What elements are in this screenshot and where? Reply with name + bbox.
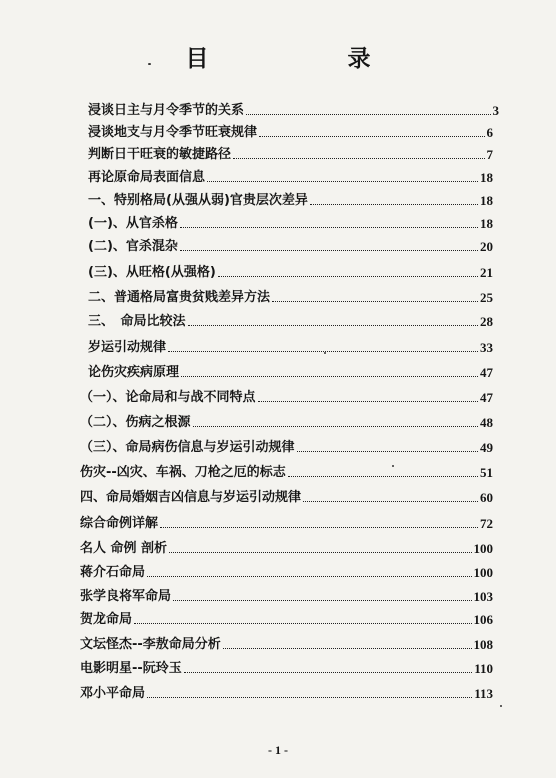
dot-leader xyxy=(259,136,484,137)
toc-entry xyxy=(80,586,493,604)
dot-leader xyxy=(303,501,478,502)
toc-entry xyxy=(80,437,493,455)
toc-entry-label: （一）、论命局和与战不同特点 xyxy=(80,390,256,405)
toc-entry-label: 邓小平命局 xyxy=(80,686,146,701)
toc-entry-label: 电影明星--阮玲玉 xyxy=(80,661,182,676)
toc-entry-label: (一)、从官杀格 xyxy=(88,216,178,231)
toc-entry-page: 20 xyxy=(480,239,493,254)
toc-entry-page: 106 xyxy=(473,612,493,627)
toc-entry-page: 51 xyxy=(480,465,493,480)
toc-entry-page: 6 xyxy=(486,125,493,140)
dot-leader xyxy=(168,351,478,352)
toc-entry-label: 浸谈地支与月令季节旺衰规律 xyxy=(88,125,258,140)
toc-entry xyxy=(88,190,493,208)
toc-entry xyxy=(80,609,493,627)
toc-entry xyxy=(88,311,493,329)
dot-leader xyxy=(258,401,478,402)
dot-leader xyxy=(181,376,478,377)
toc-entry-page: 3 xyxy=(492,103,499,118)
toc-entry-label: 伤灾--凶灾、车祸、刀枪之厄的标志 xyxy=(80,465,286,480)
toc-entry xyxy=(80,412,493,430)
dot-leader xyxy=(147,576,471,577)
dot-leader xyxy=(310,204,478,205)
dot-leader xyxy=(188,325,478,326)
page-number: - 1 - xyxy=(268,743,288,757)
toc-entry-label: 论伤灾疾病原理 xyxy=(88,365,180,380)
toc-entry-page: 49 xyxy=(480,440,493,455)
scan-speck xyxy=(148,63,151,65)
toc-entry-label: 蒋介石命局 xyxy=(80,565,146,580)
toc-entry xyxy=(88,262,493,280)
toc-entry-page: 110 xyxy=(474,661,493,676)
toc-entry xyxy=(88,100,499,118)
toc-entry-page: 100 xyxy=(473,565,493,580)
toc-entry xyxy=(88,287,493,305)
toc-entry-page: 21 xyxy=(480,265,493,280)
toc-entry-page: 72 xyxy=(480,516,493,531)
toc-entry xyxy=(88,337,493,355)
toc-entry xyxy=(88,167,493,185)
toc-entry-label: 一、特别格局(从强从弱)官贵层次差异 xyxy=(88,193,308,208)
toc-entry xyxy=(88,144,493,162)
toc-entry-label: (三)、从旺格(从强格) xyxy=(88,265,216,280)
dot-leader xyxy=(173,600,471,601)
toc-entry-label: （二）、伤病之根源 xyxy=(80,415,191,430)
toc-entry xyxy=(80,487,493,505)
dot-leader xyxy=(180,227,478,228)
dot-leader xyxy=(223,648,472,649)
toc-entry xyxy=(80,562,493,580)
toc-entry xyxy=(88,362,493,380)
toc-entry-label: (二)、官杀混杂 xyxy=(88,239,178,254)
toc-entry xyxy=(80,513,493,531)
toc-entry-page: 25 xyxy=(480,290,493,305)
toc-entry-label: （三）、命局病伤信息与岁运引动规律 xyxy=(80,440,295,455)
toc-entry-page: 33 xyxy=(480,340,493,355)
toc-entry xyxy=(80,658,493,676)
dot-leader xyxy=(134,623,471,624)
toc-entry xyxy=(88,213,493,231)
toc-entry-label: 浸谈日主与月令季节的关系 xyxy=(88,103,245,118)
toc-entry-label: 文坛怪杰--李敖命局分析 xyxy=(80,637,221,652)
toc-entry-label: 三、 命局比较法 xyxy=(88,314,186,329)
dot-leader xyxy=(233,158,484,159)
toc-entry-page: 18 xyxy=(480,170,493,185)
toc-entry-page: 108 xyxy=(473,637,493,652)
toc-entry-page: 18 xyxy=(480,216,493,231)
toc-entry xyxy=(80,538,493,556)
scan-speck xyxy=(392,465,394,467)
dot-leader xyxy=(169,552,471,553)
toc-entry xyxy=(88,236,493,254)
toc-entry-label: 综合命例详解 xyxy=(80,516,159,531)
toc-entry-page: 7 xyxy=(486,147,493,162)
scan-speck xyxy=(324,352,326,354)
toc-entry-label: 贺龙命局 xyxy=(80,612,133,627)
toc-entry-label: 名人 命例 剖析 xyxy=(80,541,168,556)
toc-entry-page: 18 xyxy=(480,193,493,208)
toc-entry-page: 103 xyxy=(473,589,493,604)
dot-leader xyxy=(246,114,490,115)
toc-entry xyxy=(80,683,493,701)
toc-entry-page: 47 xyxy=(480,390,493,405)
toc-entry-page: 48 xyxy=(480,415,493,430)
dot-leader xyxy=(218,276,478,277)
toc-entry-page: 47 xyxy=(480,365,493,380)
dot-leader xyxy=(160,527,478,528)
toc-entry-label: 判断日干旺衰的敏捷路径 xyxy=(88,147,232,162)
toc-entry-label: 四、命局婚姻吉凶信息与岁运引动规律 xyxy=(80,490,302,505)
dot-leader xyxy=(184,672,472,673)
toc-entry-page: 113 xyxy=(474,686,493,701)
toc-entry-page: 100 xyxy=(473,541,493,556)
dot-leader xyxy=(288,476,478,477)
dot-leader xyxy=(180,250,478,251)
dot-leader xyxy=(297,451,478,452)
toc-entry xyxy=(88,122,493,140)
page-title: 目 录 xyxy=(185,46,429,72)
dot-leader xyxy=(193,426,478,427)
toc-entry-page: 28 xyxy=(480,314,493,329)
dot-leader xyxy=(207,181,478,182)
toc-entry-label: 岁运引动规律 xyxy=(88,340,167,355)
dot-leader xyxy=(272,301,478,302)
toc-entry-page: 60 xyxy=(480,490,493,505)
dot-leader xyxy=(147,697,472,698)
toc-entry xyxy=(80,387,493,405)
toc-entry-label: 张学良将军命局 xyxy=(80,589,172,604)
scan-speck xyxy=(500,705,502,707)
toc-entry-label: 再论原命局表面信息 xyxy=(88,170,206,185)
toc-entry xyxy=(80,462,493,480)
toc-entry-label: 二、普通格局富贵贫贱差异方法 xyxy=(88,290,271,305)
toc-entry xyxy=(80,634,493,652)
